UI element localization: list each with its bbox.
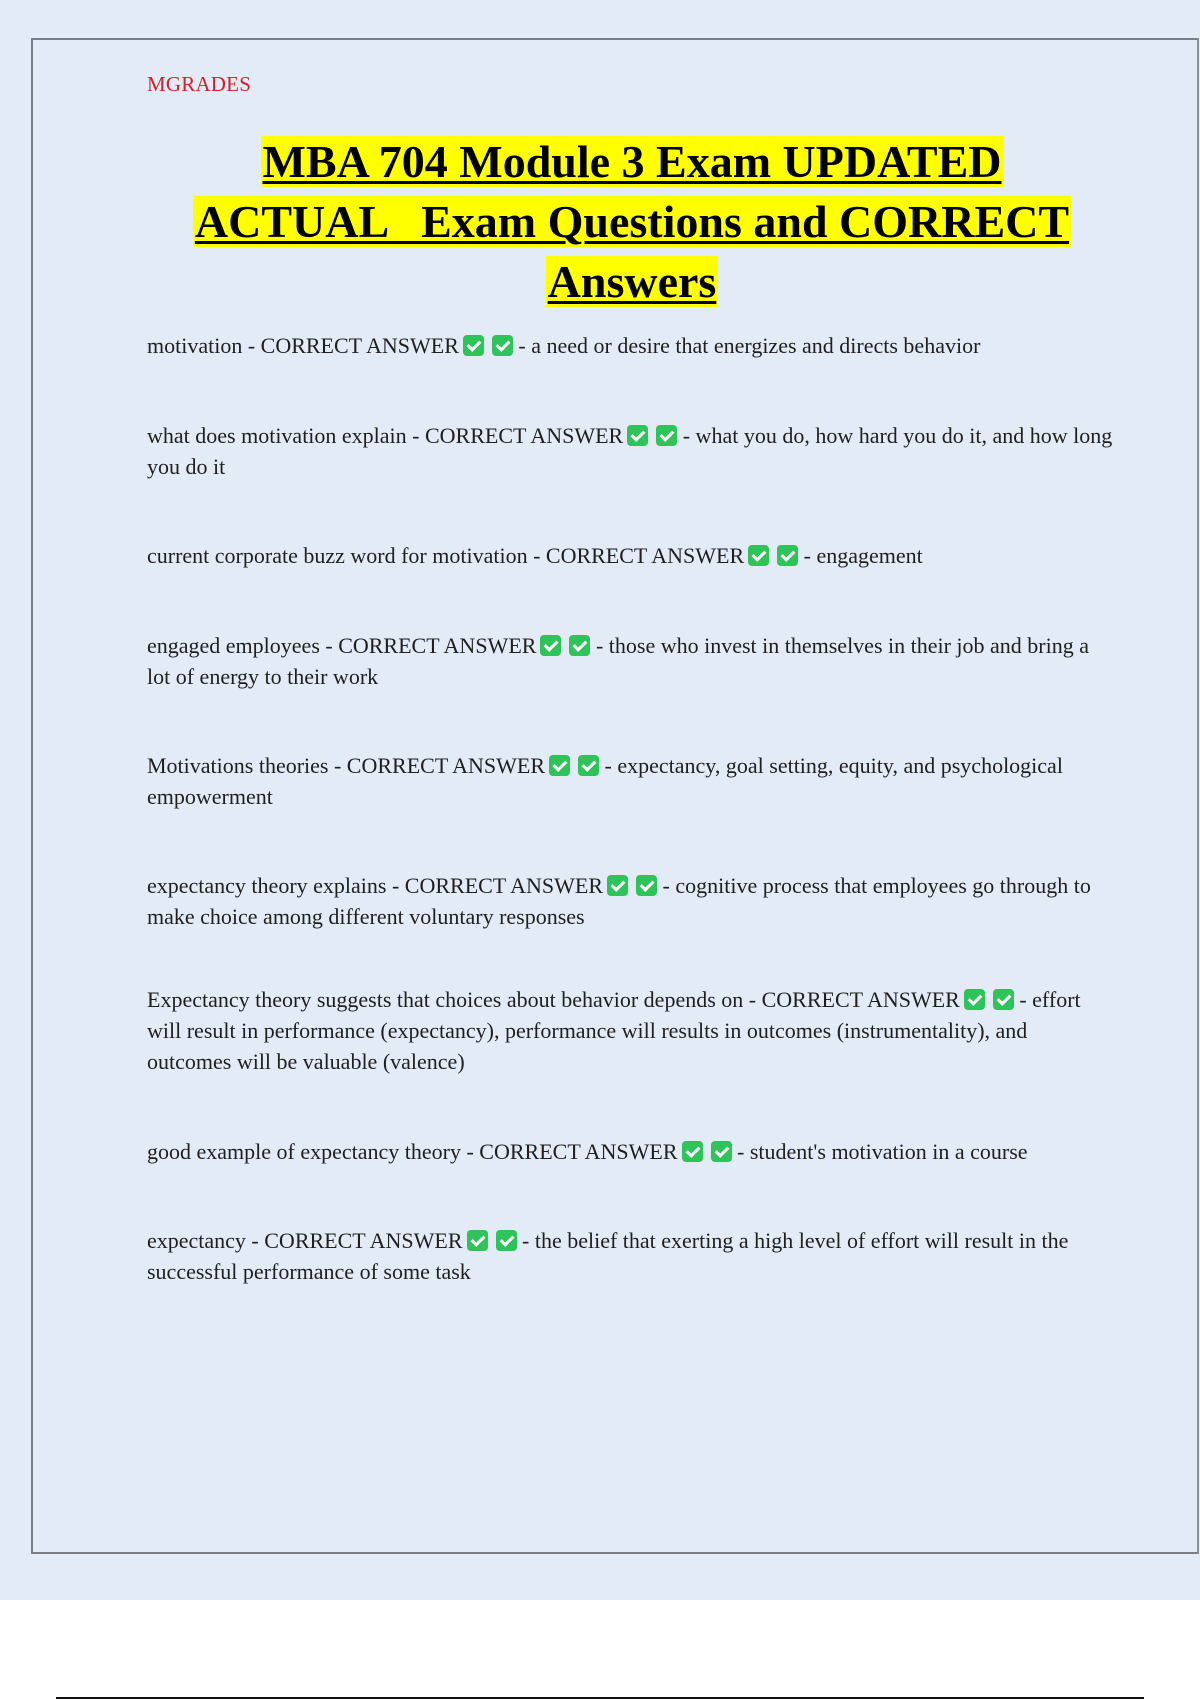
check-mark-icon bbox=[578, 755, 599, 776]
check-mark-icon bbox=[993, 989, 1014, 1010]
check-mark-icon bbox=[569, 635, 590, 656]
qa-answer: - student's motivation in a course bbox=[731, 1139, 1028, 1164]
qa-answer: - a need or desire that energizes and directs behavior bbox=[512, 333, 981, 358]
page-content bbox=[147, 72, 1117, 1287]
check-mark-icon bbox=[627, 425, 648, 446]
qa-question: expectancy theory explains - CORRECT ANSWER bbox=[147, 873, 604, 898]
footer-divider bbox=[56, 1697, 1144, 1699]
check-mark-icon bbox=[549, 755, 570, 776]
title-line: Answers bbox=[547, 256, 717, 307]
qa-question: Expectancy theory suggests that choices about behavior depends on - CORRECT ANSWER bbox=[147, 987, 960, 1012]
qa-answer: - cognitive process that employees go through to make choice among different voluntary responses bbox=[147, 873, 1091, 929]
check-mark-icon bbox=[540, 635, 561, 656]
check-mark-icon bbox=[607, 875, 628, 896]
document-title bbox=[147, 132, 1117, 312]
check-mark-icon bbox=[636, 875, 657, 896]
qa-question: expectancy - CORRECT ANSWER bbox=[147, 1228, 463, 1253]
document-page bbox=[31, 38, 1199, 1554]
qa-item bbox=[147, 540, 1117, 571]
check-mark-icon bbox=[964, 989, 985, 1010]
qa-question: engaged employees - CORRECT ANSWER bbox=[147, 633, 537, 658]
qa-item bbox=[147, 1136, 1117, 1167]
qa-answer: - engagement bbox=[798, 543, 923, 568]
qa-question: Motivations theories - CORRECT ANSWER bbox=[147, 753, 546, 778]
check-mark-icon bbox=[656, 425, 677, 446]
qa-item bbox=[147, 1225, 1117, 1287]
qa-item bbox=[147, 870, 1117, 932]
check-mark-icon bbox=[682, 1141, 703, 1162]
qa-answer: - those who invest in themselves in their job and bring a lot of energy to their work bbox=[147, 633, 1090, 689]
qa-answer: - effort will result in performance (expectancy), performance will results in outcomes (instrumentality), and outcomes will be valuable (valence) bbox=[147, 987, 1081, 1074]
title-line: MBA 704 Module 3 Exam UPDATED bbox=[262, 136, 1002, 187]
qa-item bbox=[147, 330, 1117, 361]
check-mark-icon bbox=[496, 1230, 517, 1251]
qa-question: current corporate buzz word for motivation - CORRECT ANSWER bbox=[147, 543, 745, 568]
check-mark-icon bbox=[492, 335, 513, 356]
qa-answer: - expectancy, goal setting, equity, and psychological empowerment bbox=[147, 753, 1063, 809]
check-mark-icon bbox=[777, 545, 798, 566]
qa-question: good example of expectancy theory - CORRECT ANSWER bbox=[147, 1139, 678, 1164]
check-mark-icon bbox=[463, 335, 484, 356]
qa-list bbox=[147, 330, 1117, 1287]
qa-item bbox=[147, 984, 1117, 1077]
check-mark-icon bbox=[467, 1230, 488, 1251]
qa-item bbox=[147, 420, 1117, 482]
qa-question: what does motivation explain - CORRECT ANSWER bbox=[147, 423, 624, 448]
qa-item bbox=[147, 750, 1117, 812]
qa-answer: - what you do, how hard you do it, and how long you do it bbox=[147, 423, 1113, 479]
qa-question: motivation - CORRECT ANSWER bbox=[147, 333, 459, 358]
brand-watermark: MGRADES bbox=[147, 72, 252, 96]
title-line: ACTUAL Exam Questions and CORRECT bbox=[194, 196, 1070, 247]
qa-answer: - the belief that exerting a high level of effort will result in the successful performance of some task bbox=[147, 1228, 1069, 1284]
check-mark-icon bbox=[711, 1141, 732, 1162]
qa-item bbox=[147, 630, 1117, 692]
check-mark-icon bbox=[748, 545, 769, 566]
